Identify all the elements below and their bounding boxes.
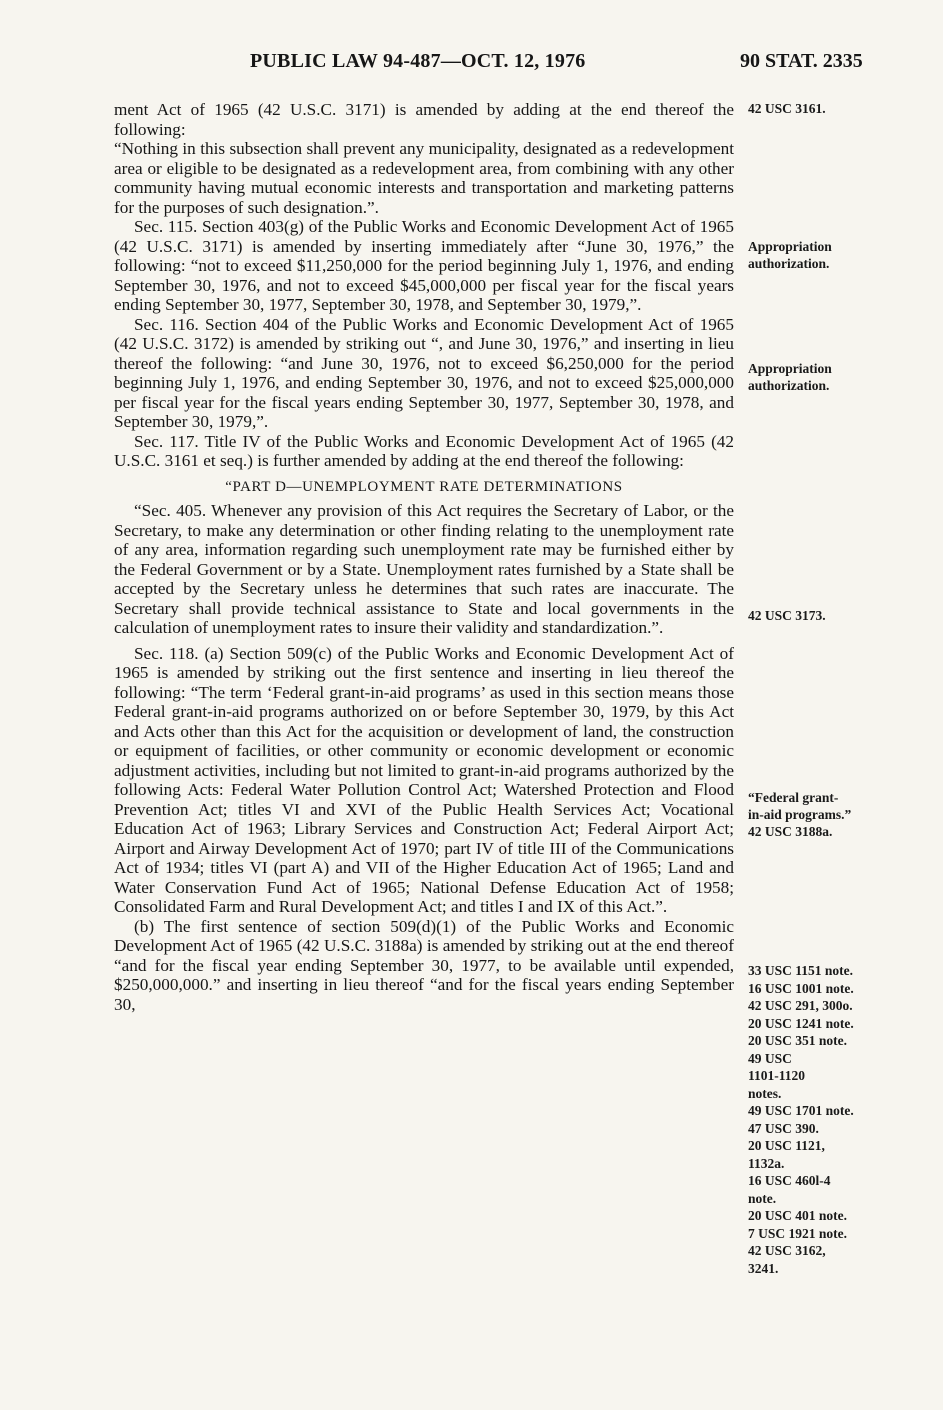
body-text <box>114 100 734 1014</box>
paragraph-sec-118a: Sec. 118. (a) Section 509(c) of the Public Works and Economic Development Act of 1965 is amended by striking out the first sentence and inserting in lieu thereof the following: “The term ‘Federal grant-in-aid programs’ as used in this section means those Federal grant-in-aid programs authorized on or before September 30, 1979, by this Act and Acts other than this Act for the acquisition or development of land, the construction or equipment of facilities, or other community or economic development or economic adjustment activities, including but not limited to grant-in-aid programs authorized by the following Acts: Federal Water Pollution Control Act; Watershed Protection and Flood Prevention Act; titles VI and XVI of the Public Health Services Act; Vocational Education Act of 1963; Library Services and Construction Act; Federal Airport Act; Airport and Airway Development Act of 1970; part IV of title III of the Communications Act of 1934; titles VI (part A) and VII of the Higher Education Act of 1965; Land and Water Conservation Fund Act of 1965; National Defense Education Act of 1958; Consolidated Farm and Rural Development Act; and titles I and IX of this Act.”. <box>114 643 734 916</box>
margin-note-citations: 33 USC 1151 note. 16 USC 1001 note. 42 USC 291, 300o. 20 USC 1241 note. 20 USC 351 note. 49 USC 1101-1120 notes. 49 USC 1701 note. 47 USC 390. 20 USC 1121, 1132a. 16 USC 460l-4 note. 20 USC 401 note. 7 USC 1921 note. 42 USC 3162, 3241. <box>748 963 854 1276</box>
page-header-stat: 90 STAT. 2335 <box>740 50 863 72</box>
paragraph-sec-405: “Sec. 405. Whenever any provision of this Act requires the Secretary of Labor, or the Secretary, to make any determination or other finding relating to the unemployment rate of any area, information regarding such unemployment rate may be furnished either by the Federal Government or by a State. Unemployment rates furnished by a State shall be accepted by the Secretary unless he determines that such rates are inaccurate. The Secretary shall provide technical assistance to State and local governments in the calculation of unemployment rates to insure their validity and standardization.”. <box>114 501 734 637</box>
margin-note-42-usc-3161: 42 USC 3161. <box>748 101 826 116</box>
margin-note-appropriation-1: Appropriation authorization. <box>748 239 832 271</box>
paragraph-sec-116: Sec. 116. Section 404 of the Public Works and Economic Development Act of 1965 (42 U.S.C. 3172) is amended by striking out “, and June 30, 1976,” and inserting in lieu thereof the following: “and June 30, 1976, not to exceed $6,250,000 for the period beginning July 1, 1976, and ending September 30, 1976, and not to exceed $25,000,000 per fiscal year for the fiscal years ending September 30, 1977, September 30, 1978, and September 30, 1979,”. <box>114 314 734 431</box>
margin-note-appropriation-2: Appropriation authorization. <box>748 361 832 393</box>
paragraph-sec-115: Sec. 115. Section 403(g) of the Public Works and Economic Development Act of 1965 (42 U.S.C. 3171) is amended by inserting immediately after “June 30, 1976,” the following: “not to exceed $11,250,000 for the period beginning July 1, 1976, and ending September 30, 1976, and not to exceed $45,000,000 per fiscal year for the fiscal years ending September 30, 1977, September 30, 1978, and September 30, 1979,”. <box>114 217 734 314</box>
margin-note-42-usc-3173: 42 USC 3173. <box>748 608 826 623</box>
paragraph-continuation: ment Act of 1965 (42 U.S.C. 3171) is amended by adding at the end thereof the following: <box>114 100 734 139</box>
part-d-heading: “PART D—UNEMPLOYMENT RATE DETERMINATIONS <box>225 478 623 495</box>
paragraph-sec-117: Sec. 117. Title IV of the Public Works and Economic Development Act of 1965 (42 U.S.C. 3161 et seq.) is further amended by adding at the end thereof the following: <box>114 431 734 470</box>
paragraph-quoted-provision: “Nothing in this subsection shall prevent any municipality, designated as a redevelopment area or eligible to be designated as a redevelopment area, from combining with any other community having mutual economic interests and transportation and marketing patterns for the purposes of such designation.”. <box>114 139 734 217</box>
page-header-title: PUBLIC LAW 94-487—OCT. 12, 1976 <box>250 50 586 72</box>
margin-note-federal-grant-in-aid: “Federal grant- in-aid programs.” 42 USC 3188a. <box>748 790 852 839</box>
paragraph-sec-118b: (b) The first sentence of section 509(d)(1) of the Public Works and Economic Development Act of 1965 (42 U.S.C. 3188a) is amended by striking out at the end thereof “and for the fiscal year ending September 30, 1977, to be available until expended, $250,000,000.” and inserting in lieu thereof “and for the fiscal years ending September 30, <box>114 916 734 1014</box>
